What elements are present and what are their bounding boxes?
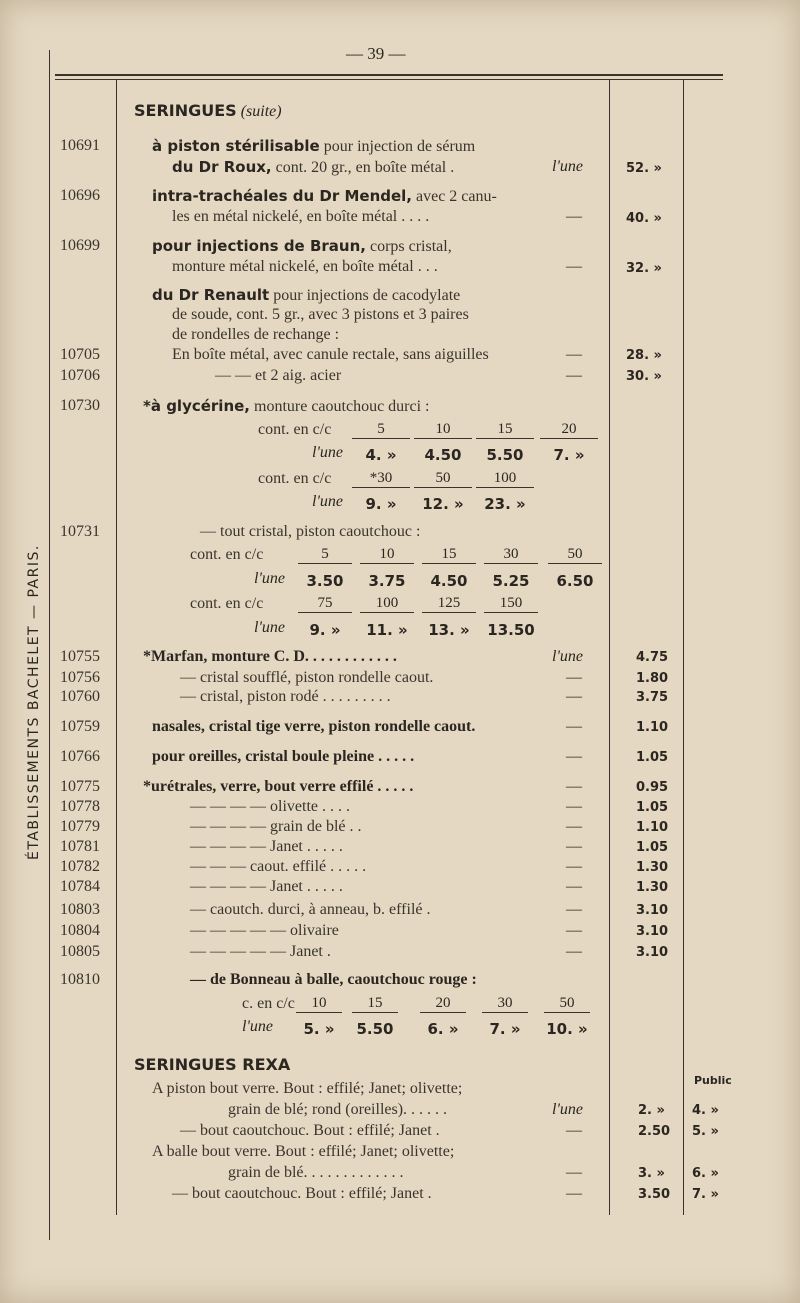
section-title [134, 102, 282, 121]
capacity: 150 [484, 595, 538, 613]
unit-label: — [566, 748, 582, 765]
price: 23. » [484, 495, 526, 513]
price: 3.10 [636, 924, 669, 939]
price: 1.05 [636, 800, 669, 815]
capacity: 30 [482, 995, 528, 1013]
price: 7. » [489, 1020, 521, 1038]
unit-label: l'une [312, 493, 343, 510]
item-desc: En boîte métal, avec canule rectale, sans aiguilles [172, 346, 489, 363]
item-desc: — — — — — olivaire [190, 922, 339, 939]
rexa-line: A piston bout verre. Bout : effilé; Janet; olivette; [152, 1080, 463, 1097]
public-column-label: Public [694, 1074, 732, 1087]
item-desc: pour oreilles, cristal boule pleine . . . . . [152, 748, 415, 765]
price: 12. » [422, 495, 464, 513]
unit-label: l'une [552, 1101, 583, 1118]
ref-number: 10775 [60, 778, 100, 795]
unit-label: — [566, 718, 582, 735]
price-column-rule [609, 80, 610, 1215]
cont-label: cont. en c/c [258, 421, 332, 438]
capacity: 20 [420, 995, 466, 1013]
capacity: 50 [414, 470, 472, 488]
price: 3.10 [636, 945, 669, 960]
rexa-line: — bout caoutchouc. Bout : effilé; Janet . [180, 1122, 440, 1139]
unit-label: — [566, 669, 582, 686]
item-name: pour injections de Braun, [152, 237, 366, 255]
capacity: 15 [422, 546, 476, 564]
side-publisher-text: ÉTABLISSEMENTS BACHELET — PARIS. [26, 544, 42, 860]
capacity: 125 [422, 595, 476, 613]
renault-line-1 [152, 286, 460, 305]
unit-label: — [566, 1164, 582, 1181]
item-desc: pour injections de cacodylate [273, 287, 461, 304]
price: 6.50 [556, 572, 594, 590]
item-desc-2: cont. 20 gr., en boîte métal . [275, 159, 455, 176]
price: 1.10 [636, 820, 669, 835]
unit-label: — [566, 1122, 582, 1139]
margin-rule [49, 50, 50, 1240]
price: 4.50 [424, 446, 462, 464]
price: 1.30 [636, 860, 669, 875]
ref-number: 10782 [60, 858, 100, 875]
section-title-suffix: (suite) [240, 103, 282, 120]
capacity: 15 [476, 421, 534, 439]
ref-number: 10805 [60, 943, 100, 960]
unit-label: — [566, 798, 582, 815]
unit-label: — [566, 858, 582, 875]
capacity: 75 [298, 595, 352, 613]
ref-number: 10696 [60, 187, 100, 204]
price: 1.05 [636, 840, 669, 855]
price: 0.95 [636, 780, 669, 795]
ref-number: 10778 [60, 798, 100, 815]
price: 4.50 [430, 572, 468, 590]
item-desc: — — — — Janet . . . . . [190, 878, 343, 895]
unit-label: — [566, 943, 582, 960]
item-desc: — — — — Janet . . . . . [190, 838, 343, 855]
item-desc: — caoutch. durci, à anneau, b. effilé . [190, 901, 431, 918]
capacity: 10 [360, 546, 414, 564]
unit-label: — [566, 367, 582, 384]
ref-number: 10779 [60, 818, 100, 835]
item-desc: — — — caout. effilé . . . . . [190, 858, 367, 875]
price: 9. » [365, 495, 397, 513]
price: 52. » [626, 161, 662, 176]
price: 3.10 [636, 903, 669, 918]
item-desc: nasales, cristal tige verre, piston rondelle caout. [152, 718, 476, 735]
public-column-rule [683, 80, 684, 1215]
cont-label: c. en c/c [242, 995, 295, 1012]
unit-label: — [566, 838, 582, 855]
item-desc: — cristal, piston rodé . . . . . . . . . [180, 688, 391, 705]
header-rule-top [55, 74, 723, 76]
item-desc: — de Bonneau à balle, caoutchouc rouge : [190, 971, 477, 988]
rexa-line: grain de blé; rond (oreilles). . . . . . [228, 1101, 448, 1118]
price: 1.05 [636, 750, 669, 765]
glycerine-title-line [143, 397, 430, 416]
price: 13. » [428, 621, 470, 639]
price: 3.50 [638, 1187, 671, 1202]
capacity: 5 [298, 546, 352, 564]
price: 1.80 [636, 671, 669, 686]
price: 32. » [626, 261, 662, 276]
capacity: 5 [352, 421, 410, 439]
cont-label: cont. en c/c [190, 546, 264, 563]
public-price: 7. » [692, 1187, 719, 1202]
unit-label: — [566, 346, 582, 363]
public-price: 4. » [692, 1103, 719, 1118]
item-line-2 [172, 158, 454, 177]
price: 9. » [309, 621, 341, 639]
unit-label: — [566, 878, 582, 895]
unit-label: l'une [242, 1018, 273, 1035]
price: 1.30 [636, 880, 669, 895]
ref-number: 10784 [60, 878, 100, 895]
price: 5.50 [356, 1020, 394, 1038]
cont-label: cont. en c/c [258, 470, 332, 487]
ref-number: 10730 [60, 397, 100, 414]
capacity: 30 [484, 546, 538, 564]
capacity: *30 [352, 470, 410, 488]
rexa-line: grain de blé. . . . . . . . . . . . . [228, 1164, 404, 1181]
capacity: 10 [414, 421, 472, 439]
unit-label: — [566, 818, 582, 835]
ref-number: 10803 [60, 901, 100, 918]
capacity: 20 [540, 421, 598, 439]
price: 13.50 [487, 621, 535, 639]
item-desc: pour injection de sérum [323, 138, 476, 155]
ref-number: 10760 [60, 688, 100, 705]
ref-number: 10810 [60, 971, 100, 988]
renault-line-2: de soude, cont. 5 gr., avec 3 pistons et 3 paires [172, 306, 469, 323]
page-number: — 39 — [346, 44, 406, 63]
price: 3.75 [368, 572, 406, 590]
unit-label: — [566, 901, 582, 918]
item-line [152, 187, 497, 206]
capacity: 100 [476, 470, 534, 488]
price: 2. » [638, 1103, 665, 1118]
price: 7. » [553, 446, 585, 464]
price: 5. » [303, 1020, 335, 1038]
price: 4.75 [636, 650, 669, 665]
ref-number: 10759 [60, 718, 100, 735]
price: 4. » [365, 446, 397, 464]
ref-number: 10766 [60, 748, 100, 765]
ref-number: 10705 [60, 346, 100, 363]
ref-number: 10706 [60, 367, 100, 384]
ref-number: 10699 [60, 237, 100, 254]
item-name-2: du Dr Roux, [172, 158, 272, 176]
section-title-text: SERINGUES [134, 101, 237, 120]
price: 3. » [638, 1166, 665, 1181]
ref-number: 10731 [60, 523, 100, 540]
item-desc: — tout cristal, piston caoutchouc : [200, 523, 421, 540]
item-line [152, 137, 475, 156]
item-line [152, 237, 452, 256]
item-desc: *urétrales, verre, bout verre effilé . . . . . [143, 778, 414, 795]
public-price: 6. » [692, 1166, 719, 1181]
ref-number: 10804 [60, 922, 100, 939]
ref-number: 10755 [60, 648, 100, 665]
unit-label: — [566, 208, 582, 225]
price: 11. » [366, 621, 408, 639]
ref-column-rule [116, 80, 117, 1215]
capacity: 50 [544, 995, 590, 1013]
ref-number: 10781 [60, 838, 100, 855]
ref-number: 10756 [60, 669, 100, 686]
ref-number: 10691 [60, 137, 100, 154]
price: 5.50 [486, 446, 524, 464]
unit-label: l'une [552, 648, 583, 665]
item-desc: avec 2 canu- [416, 188, 497, 205]
price: 5.25 [492, 572, 530, 590]
price: 10. » [546, 1020, 588, 1038]
item-line-2: monture métal nickelé, en boîte métal . . . [172, 258, 438, 275]
price: 3.50 [306, 572, 344, 590]
item-name: intra-trachéales du Dr Mendel, [152, 187, 412, 205]
item-desc: — cristal soufflé, piston rondelle caout. [180, 669, 434, 686]
item-desc: — — et 2 aig. acier [215, 367, 342, 384]
price: 2.50 [638, 1124, 671, 1139]
item-name: *à glycérine, [143, 397, 250, 415]
unit-label: — [566, 1185, 582, 1202]
item-name: à piston stérilisable [152, 137, 320, 155]
price: 28. » [626, 348, 662, 363]
price: 1.10 [636, 720, 669, 735]
unit-label: — [566, 258, 582, 275]
capacity: 15 [352, 995, 398, 1013]
unit-label: l'une [254, 619, 285, 636]
unit-label: l'une [552, 158, 583, 175]
unit-label: — [566, 688, 582, 705]
rexa-line: — bout caoutchouc. Bout : effilé; Janet . [172, 1185, 432, 1202]
section-title: SERINGUES REXA [134, 1055, 291, 1074]
cont-label: cont. en c/c [190, 595, 264, 612]
unit-label: — [566, 922, 582, 939]
price: 40. » [626, 211, 662, 226]
item-desc: — — — — — Janet . [190, 943, 331, 960]
unit-label: — [566, 778, 582, 795]
item-desc: *Marfan, monture C. D. . . . . . . . . . . . [143, 648, 397, 665]
public-price: 5. » [692, 1124, 719, 1139]
capacity: 100 [360, 595, 414, 613]
price: 30. » [626, 369, 662, 384]
item-desc: corps cristal, [369, 238, 452, 255]
rexa-line: A balle bout verre. Bout : effilé; Janet; olivette; [152, 1143, 455, 1160]
capacity: 10 [296, 995, 342, 1013]
renault-line-3: de rondelles de rechange : [172, 326, 340, 343]
capacity: 50 [548, 546, 602, 564]
item-desc: — — — — olivette . . . . [190, 798, 350, 815]
unit-label: l'une [312, 444, 343, 461]
header-rule-bottom [55, 79, 723, 80]
item-desc: — — — — grain de blé . . [190, 818, 362, 835]
item-name: du Dr Renault [152, 286, 270, 304]
unit-label: l'une [254, 570, 285, 587]
price: 3.75 [636, 690, 669, 705]
item-desc: monture caoutchouc durci : [254, 398, 430, 415]
price: 6. » [427, 1020, 459, 1038]
item-line-2: les en métal nickelé, en boîte métal . . . . [172, 208, 430, 225]
